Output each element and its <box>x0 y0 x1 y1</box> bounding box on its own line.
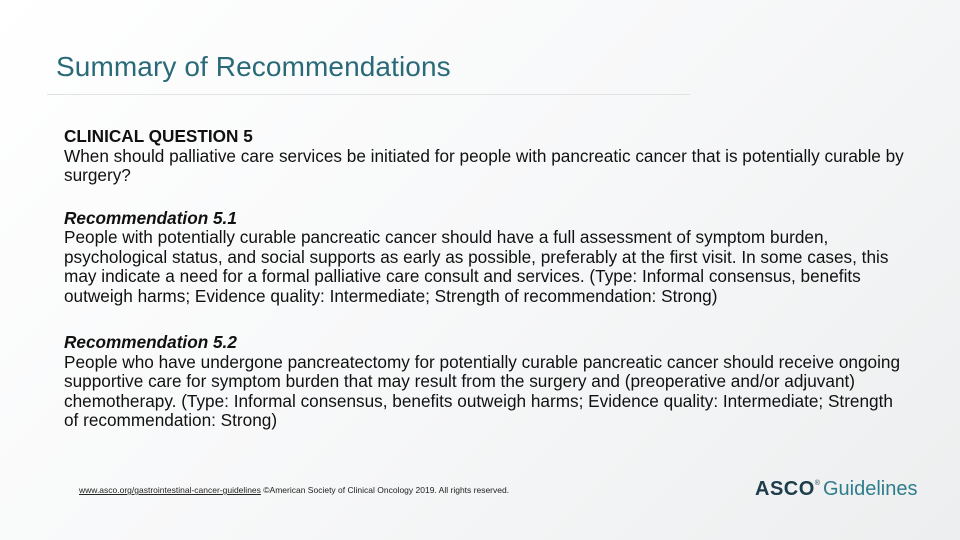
recommendation-heading: Recommendation 5.2 <box>64 332 237 352</box>
clinical-question-block <box>64 127 904 186</box>
slide-content <box>64 127 904 431</box>
recommendation-heading: Recommendation 5.1 <box>64 207 237 228</box>
guidelines-link[interactable]: www.asco.org/gastrointestinal-cancer-guidelines <box>79 485 261 495</box>
recommendation-block <box>64 209 904 307</box>
slide-title: Summary of Recommendations <box>56 51 451 82</box>
footer <box>79 485 509 495</box>
copyright-text: ©American Society of Clinical Oncology 2019. All rights reserved. <box>263 485 510 495</box>
logo-suffix: Guidelines <box>822 478 918 500</box>
recommendation-block <box>64 333 904 431</box>
asco-guidelines-logo <box>755 478 917 501</box>
clinical-question-heading: CLINICAL QUESTION 5 <box>64 126 253 146</box>
clinical-question-text: When should palliative care services be initiated for people with pancreatic cancer that is potentially curable by surgery? <box>64 145 904 185</box>
recommendation-text: People who have undergone pancreatectomy for potentially curable pancreatic cancer should receive ongoing supportive care for symptom burden that may result from the surgery and (preoperative and/or adjuvant) chemotherapy. (Type: Informal consensus, benefits outweigh harms; Evidence quality: Intermediate; Strength of recommendation: Strong) <box>64 351 901 430</box>
logo-registered-mark: ® <box>814 480 820 487</box>
title-divider <box>47 94 690 95</box>
recommendation-text: People with potentially curable pancreatic cancer should have a full assessment of symptom burden, psychological status, and social supports as early as possible, preferably at the first visit. In some cases, this may indicate a need for a formal palliative care consult and services. (Type: Informal consensus, benefits outweigh harms; Evidence quality: Intermediate; Strength of recommendation: Strong) <box>64 227 889 306</box>
logo-brand: ASCO <box>755 478 815 500</box>
